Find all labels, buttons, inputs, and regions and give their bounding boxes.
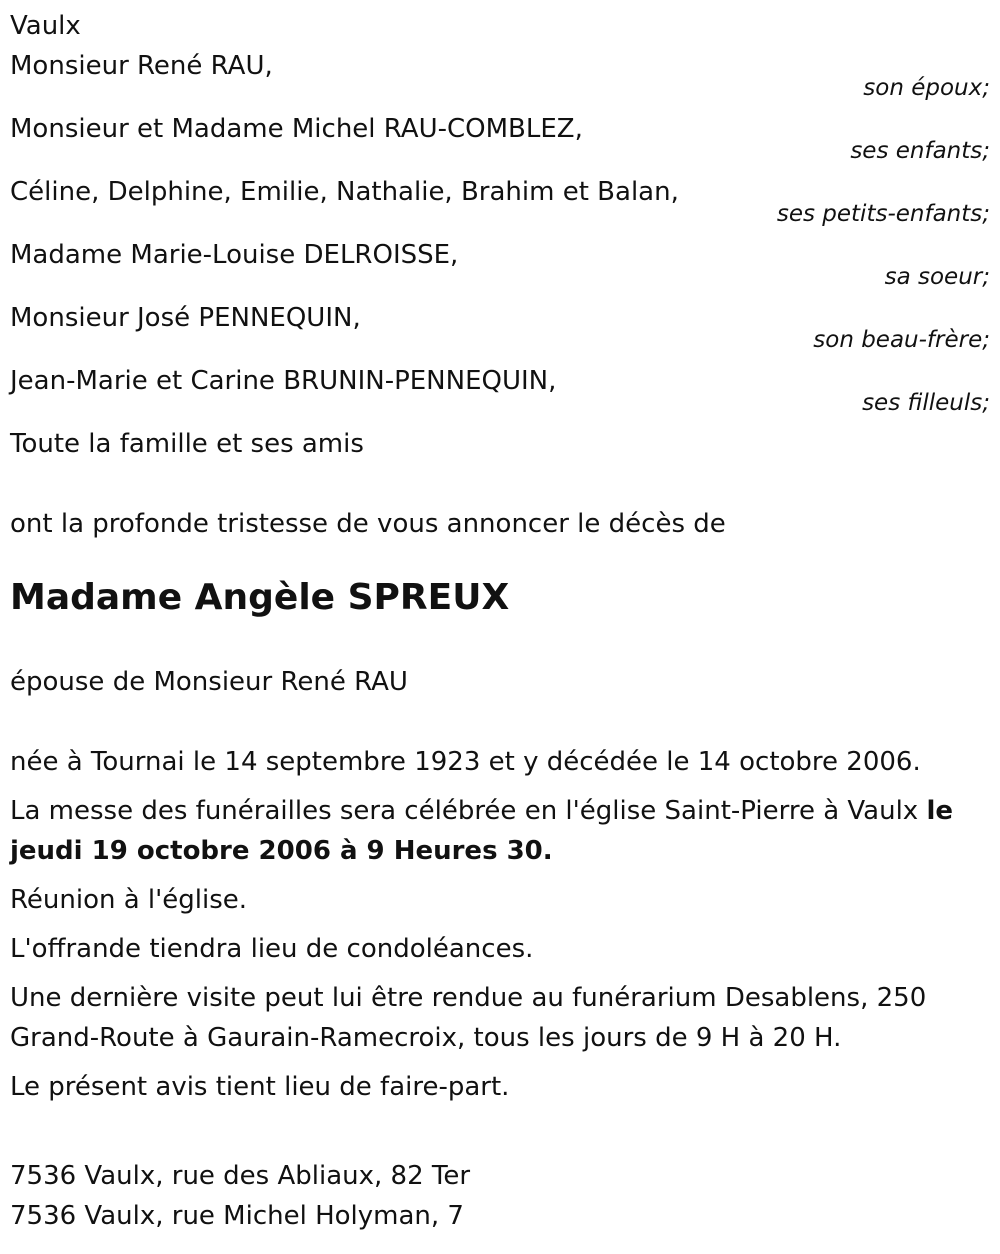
- family-entry: [10, 172, 990, 235]
- family-entry: [10, 361, 990, 424]
- birth-death-info: née à Tournai le 14 septembre 1923 et y décédée le 14 octobre 2006.: [10, 747, 921, 777]
- address-line: 7536 Vaulx, rue Michel Holyman, 7: [10, 1201, 464, 1231]
- family-entry: [10, 298, 990, 361]
- address-line: 7536 Vaulx, rue des Abliaux, 82 Ter: [10, 1161, 471, 1191]
- family-entry: [10, 46, 990, 109]
- family-relation: sa soeur;: [884, 264, 990, 290]
- funeral-text: La messe des funérailles sera célébrée en l'église Saint-Pierre à Vaulx: [10, 796, 927, 826]
- announcement-intro: ont la profonde tristesse de vous annoncer le décès de: [10, 509, 726, 539]
- family-relation: ses filleuls;: [862, 390, 990, 416]
- family-member-name: Madame Marie-Louise DELROISSE,: [10, 240, 459, 270]
- family-closing: Toute la famille et ses amis: [10, 429, 364, 459]
- family-member-name: Monsieur René RAU,: [10, 51, 273, 81]
- family-list: [10, 46, 990, 424]
- offering-info: L'offrande tiendra lieu de condoléances.: [10, 934, 534, 964]
- section-spacer: [10, 1116, 990, 1156]
- family-member-name: Céline, Delphine, Emilie, Nathalie, Brahim et Balan,: [10, 177, 679, 207]
- family-entry: [10, 235, 990, 298]
- family-member-name: Monsieur José PENNEQUIN,: [10, 303, 361, 333]
- family-relation: ses petits-enfants;: [776, 201, 990, 227]
- location-heading: Vaulx: [10, 11, 81, 41]
- family-member-name: Jean-Marie et Carine BRUNIN-PENNEQUIN,: [10, 366, 557, 396]
- deceased-name: Madame Angèle SPREUX: [10, 577, 510, 618]
- family-relation: ses enfants;: [850, 138, 990, 164]
- notice-text: Le présent avis tient lieu de faire-part.: [10, 1072, 510, 1102]
- meeting-info: Réunion à l'église.: [10, 885, 248, 915]
- spouse-line: épouse de Monsieur René RAU: [10, 667, 408, 697]
- family-relation: son époux;: [863, 75, 990, 101]
- visit-info: Une dernière visite peut lui être rendue au funérarium Desablens, 250 Grand-Route à Gaurain-Ramecroix, tous les jours de 9 H à 20 H.: [10, 983, 927, 1053]
- family-member-name: Monsieur et Madame Michel RAU-COMBLEZ,: [10, 114, 583, 144]
- funeral-datetime: le jeudi 19 octobre 2006 à 9 Heures 30.: [10, 796, 954, 866]
- family-entry: [10, 109, 990, 172]
- obituary-notice: [10, 6, 990, 1236]
- family-relation: son beau-frère;: [813, 327, 990, 353]
- funeral-info: [10, 791, 990, 871]
